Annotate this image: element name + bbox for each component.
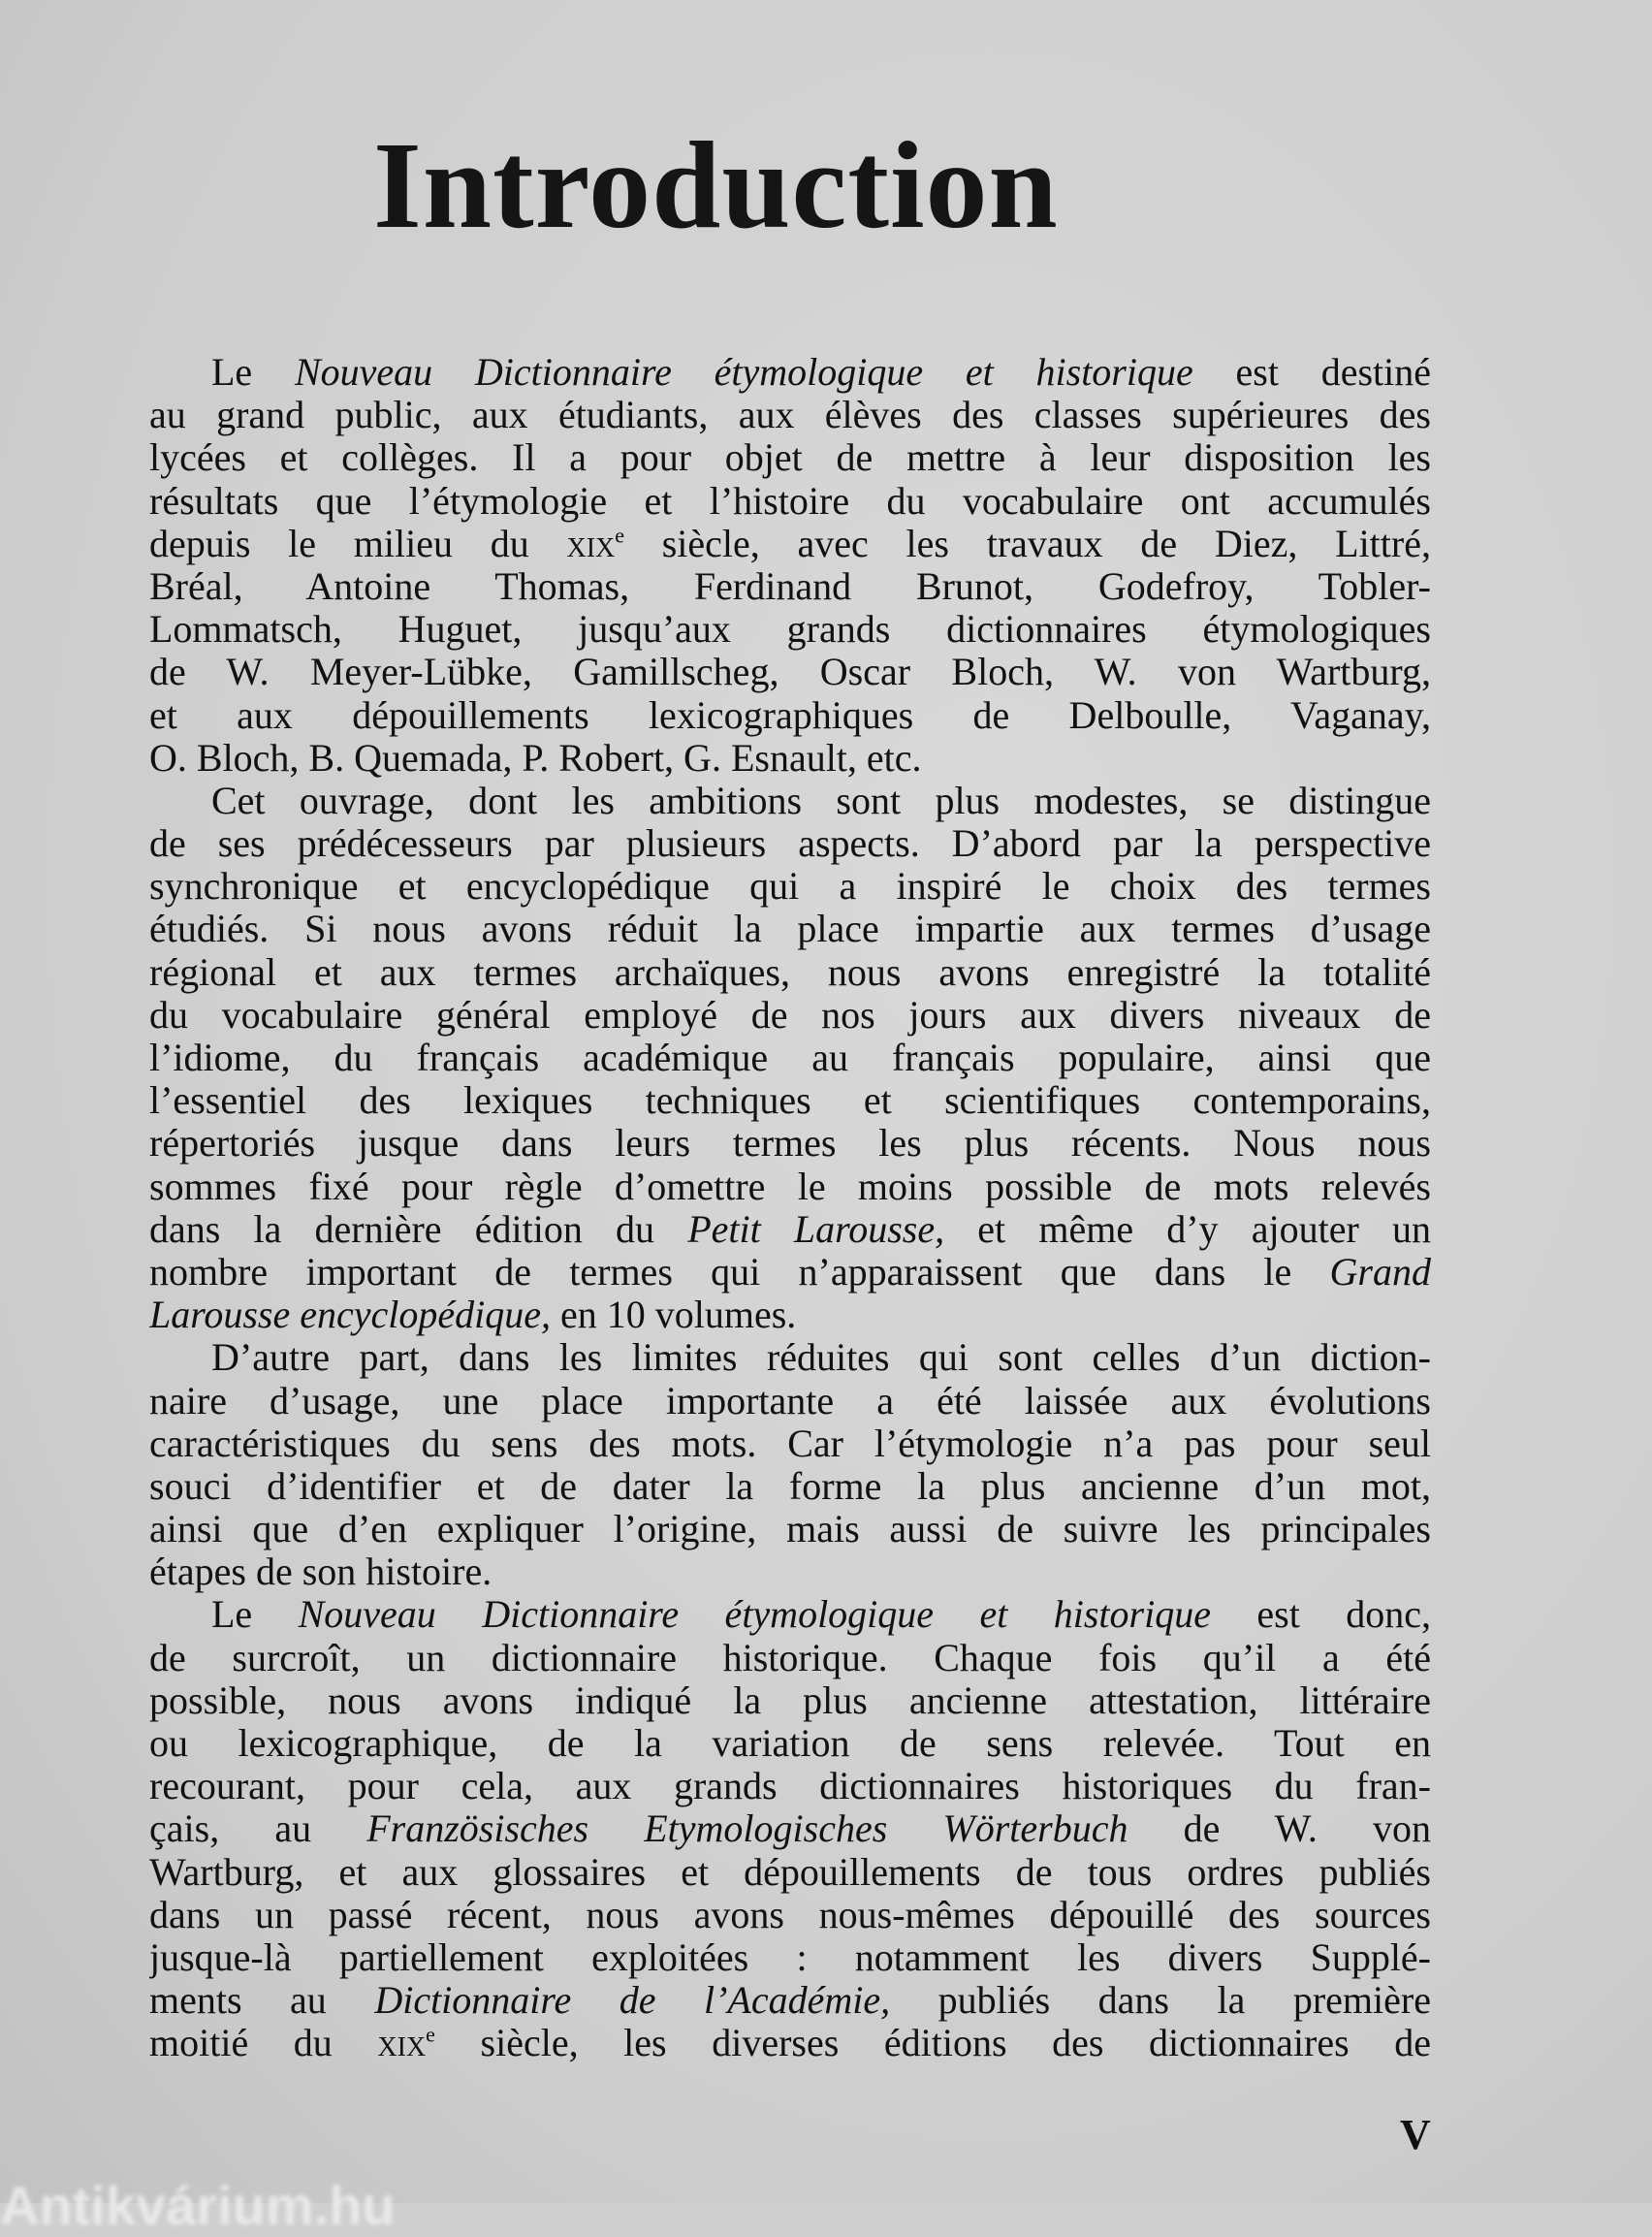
text-segment: siècle, les diverses éditions des dictionnaires de [434, 2022, 1431, 2065]
text-segment: étapes de son histoire. [149, 1550, 492, 1594]
text-line [149, 1807, 1431, 1850]
body-text [149, 351, 1431, 2065]
text-line [149, 651, 1431, 693]
text-segment: Bréal, Antoine Thomas, Ferdinand Brunot, Godefroy, Tobler- [149, 564, 1431, 608]
italic-text: Larousse encyclopédique, [149, 1294, 551, 1337]
text-line [149, 780, 1431, 822]
text-segment: lycées et collèges. Il a pour objet de mettre à leur disposition les [149, 436, 1431, 480]
text-line [149, 1722, 1431, 1765]
text-segment: jusque-là partiellement exploitées : notamment les divers Supplé- [149, 1935, 1431, 1979]
small-caps-text: xix [566, 522, 616, 565]
text-segment: çais, au [149, 1807, 367, 1851]
text-segment: de surcroît, un dictionnaire historique. Chaque fois qu’il a été [149, 1636, 1431, 1679]
text-segment: naire d’usage, une place importante a été laissée aux évolutions [149, 1379, 1431, 1422]
text-segment: nombre important de termes qui n’apparaissent que dans le [149, 1250, 1330, 1294]
text-segment: résultats que l’étymologie et l’histoire du vocabulaire ont accumulés [149, 479, 1431, 523]
italic-text: Grand [1329, 1250, 1431, 1294]
text-segment: siècle, avec les travaux de Diez, Littré, [624, 522, 1431, 565]
text-segment: O. Bloch, B. Quemada, P. Robert, G. Esnault, etc. [149, 736, 922, 780]
text-segment: et même d’y ajouter un [944, 1207, 1431, 1251]
text-line [149, 1936, 1431, 1979]
text-line [149, 1765, 1431, 1807]
text-segment: D’autre part, dans les limites réduites qui sont celles d’un diction- [211, 1336, 1431, 1380]
text-segment: Lommatsch, Huguet, jusqu’aux grands dictionnaires étymologiques [149, 608, 1431, 652]
text-segment: l’idiome, du français académique au français populaire, ainsi que [149, 1037, 1431, 1079]
text-line [149, 1679, 1431, 1722]
text-segment: synchronique et encyclopédique qui a inspiré le choix des termes [149, 865, 1431, 909]
text-segment: est destiné [1192, 351, 1431, 394]
text-line [149, 2022, 1431, 2064]
italic-text: Petit Larousse, [687, 1207, 945, 1251]
text-line [149, 951, 1431, 994]
text-line [149, 523, 1431, 565]
text-segment: Le [211, 351, 295, 394]
page-title: Introduction [373, 116, 1059, 254]
text-line [149, 1550, 1431, 1593]
italic-text: Dictionnaire de l’Académie, [374, 1979, 891, 2023]
text-segment: en 10 volumes. [550, 1294, 797, 1337]
text-line [149, 694, 1431, 737]
text-segment: au grand public, aux étudiants, aux élèves des classes supérieures des [149, 394, 1431, 437]
text-segment: ainsi que d’en expliquer l’origine, mais aussi de suivre les principales [149, 1508, 1431, 1551]
text-line [149, 1294, 1431, 1336]
italic-text: Französisches Etymologisches Wörterbuch [366, 1807, 1128, 1851]
text-segment: est donc, [1210, 1593, 1431, 1637]
text-segment: possible, nous avons indiqué la plus ancienne attestation, littéraire [149, 1678, 1431, 1722]
text-segment: Cet ouvrage, dont les ambitions sont plus modestes, se distingue [211, 779, 1431, 822]
text-line [149, 1422, 1431, 1465]
text-line [149, 994, 1431, 1037]
text-segment: répertoriés jusque dans leurs termes les plus récents. Nous nous [149, 1122, 1431, 1166]
text-line [149, 1894, 1431, 1936]
text-line [149, 1037, 1431, 1079]
text-segment: caractéristiques du sens des mots. Car l’étymologie n’a pas pour seul [149, 1422, 1431, 1465]
text-line [149, 1593, 1431, 1636]
text-line [149, 1979, 1431, 2022]
superscript: e [615, 523, 624, 548]
text-line [149, 608, 1431, 651]
text-line [149, 1465, 1431, 1508]
page-number: V [1400, 2111, 1431, 2158]
text-segment: ments au [149, 1979, 375, 2023]
text-line [149, 908, 1431, 950]
watermark: Antikvárium.hu [0, 2175, 396, 2236]
text-line [149, 737, 1431, 780]
text-line [149, 480, 1431, 523]
text-line [149, 1208, 1431, 1251]
text-segment: sommes fixé pour règle d’omettre le moins possible de mots relevés [149, 1165, 1431, 1208]
text-line [149, 351, 1431, 394]
text-segment: souci d’identifier et de dater la forme la plus ancienne d’un mot, [149, 1464, 1431, 1508]
text-segment: Wartburg, et aux glossaires et dépouillements de tous ordres publiés [149, 1850, 1431, 1894]
small-caps-text: xix [377, 2022, 427, 2065]
text-segment: dans la dernière édition du [149, 1207, 688, 1251]
text-segment: de W. von [1128, 1807, 1431, 1851]
text-line [149, 1251, 1431, 1294]
text-segment: depuis le milieu du [149, 522, 567, 565]
text-line [149, 394, 1431, 436]
text-line [149, 1079, 1431, 1122]
text-line [149, 1380, 1431, 1422]
italic-text: Nouveau Dictionnaire étymologique et historique [298, 1593, 1211, 1637]
text-segment: de W. Meyer-Lübke, Gamillscheg, Oscar Bloch, W. von Wartburg, [149, 651, 1431, 694]
text-segment: de ses prédécesseurs par plusieurs aspects. D’abord par la perspective [149, 822, 1431, 866]
text-line [149, 436, 1431, 479]
text-line [149, 1508, 1431, 1550]
text-line [149, 1851, 1431, 1894]
text-segment: et aux dépouillements lexicographiques de Delboulle, Vaganay, [149, 693, 1431, 737]
text-segment: ou lexicographique, de la variation de sens relevée. Tout en [149, 1722, 1431, 1765]
text-line [149, 1336, 1431, 1379]
italic-text: Nouveau Dictionnaire étymologique et historique [294, 351, 1193, 394]
text-segment: publiés dans la première [890, 1979, 1431, 2023]
text-segment: du vocabulaire général employé de nos jours aux divers niveaux de [149, 993, 1431, 1037]
superscript: e [426, 2022, 435, 2047]
text-segment: étudiés. Si nous avons réduit la place impartie aux termes d’usage [149, 908, 1431, 951]
text-line [149, 1122, 1431, 1165]
text-line [149, 565, 1431, 608]
text-line [149, 1166, 1431, 1208]
text-segment: recourant, pour cela, aux grands dictionnaires historiques du fran- [149, 1765, 1431, 1808]
text-line [149, 1637, 1431, 1679]
text-segment: Le [211, 1593, 299, 1637]
text-segment: dans un passé récent, nous avons nous-mêmes dépouillé des sources [149, 1893, 1431, 1936]
text-segment: moitié du [149, 2022, 378, 2065]
text-segment: l’essentiel des lexiques techniques et scientifiques contemporains, [149, 1079, 1431, 1123]
text-line [149, 822, 1431, 865]
text-segment: régional et aux termes archaïques, nous avons enregistré la totalité [149, 950, 1431, 994]
text-line [149, 865, 1431, 908]
